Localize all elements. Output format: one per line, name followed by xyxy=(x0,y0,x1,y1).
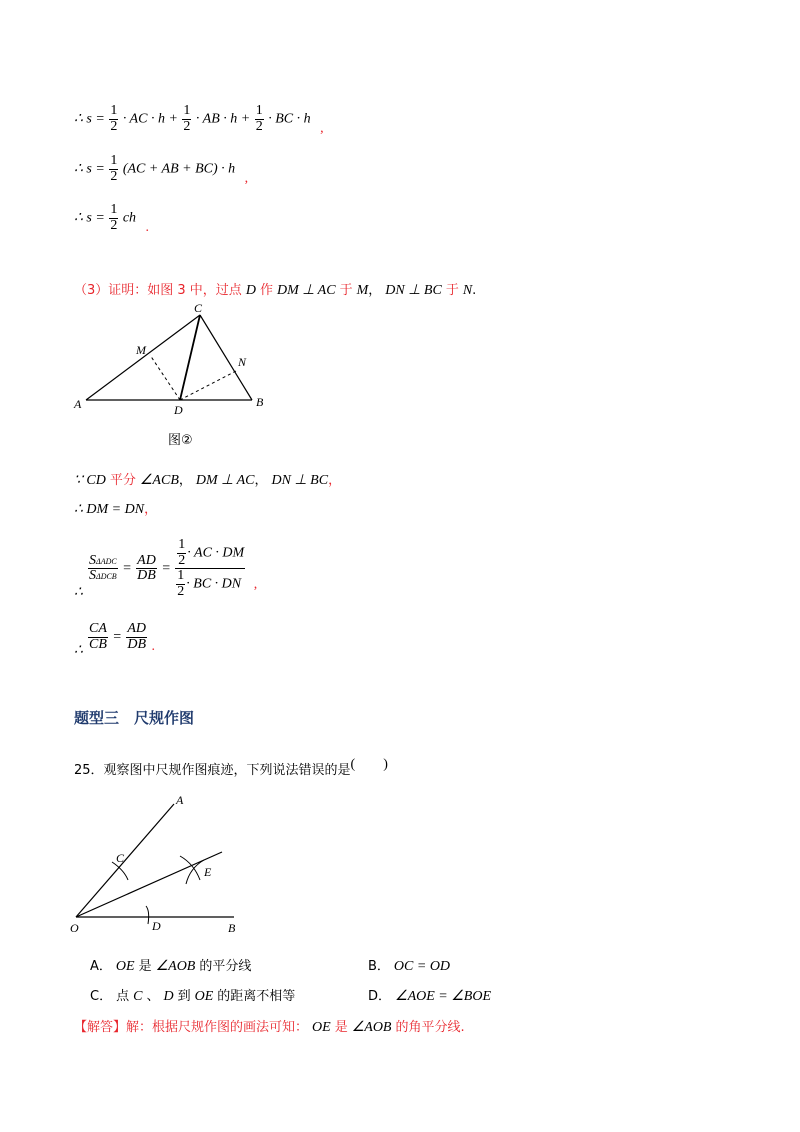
label-c: C xyxy=(116,851,125,865)
fraction-half: $\frac{1}{2}$ xyxy=(110,153,118,184)
fraction-half: $\frac{1}{2}$ xyxy=(183,103,191,134)
therefore-s: ∴ s = xyxy=(74,111,105,127)
derivation-line-2: ∴ s = $\frac{1}{2}$ (AC + AB + BC) · h , xyxy=(74,153,249,187)
derivation-line-1: ∴ s = $\frac{1}{2}$ · AC · h + $\frac{1}{2}$ · AB · h + $\frac{1}{2}$ · BC · h , xyxy=(74,103,324,137)
label-c: C xyxy=(194,301,203,315)
option-a[interactable]: A． OE 是 ∠AOB 的平分线 xyxy=(90,959,252,974)
fraction-ad-db: $\frac{AD}{DB}$ xyxy=(127,621,147,652)
figure-angle-bisector-construction xyxy=(62,790,252,940)
fraction-ad-db: $\frac{AD}{DB}$ xyxy=(137,552,156,584)
label-b: B xyxy=(256,395,264,409)
fraction-half: $\frac{1}{2}$ xyxy=(255,103,263,134)
fraction-compound: $\frac{1}{2}$ · AC · DM $\frac{1}{2}$ · BC · DN xyxy=(177,537,245,600)
section-title: 题型三 尺规作图 xyxy=(74,709,195,727)
label-a: A xyxy=(176,793,184,807)
label-e: E xyxy=(204,865,212,879)
arc-at-e-1 xyxy=(180,856,200,880)
question-stem: 25．观察图中尺规作图痕迹，下列说法错误的是( ) xyxy=(74,757,388,778)
ray-oe xyxy=(76,852,222,917)
label-b: B xyxy=(228,921,236,935)
fraction-area-ratio: $\frac{\text{SΔADC}}{\text{SΔDCB}}$ xyxy=(89,552,117,584)
ray-oa xyxy=(76,804,174,917)
step-bisector-given: ∵ CD 平分 ∠ACB， DM ⊥ AC， DN ⊥ BC， xyxy=(74,473,342,488)
label-m: M xyxy=(136,343,146,357)
answer-explanation: 【解答】解：根据尺规作图的画法可知： OE 是 ∠AOB 的角平分线. xyxy=(74,1020,465,1035)
label-o: O xyxy=(70,921,79,935)
step-conclusion: $\frac{CA}{CB}$ = $\frac{AD}{DB}$ . xyxy=(89,621,156,655)
arc-at-d xyxy=(146,906,149,924)
fraction-ca-cb: $\frac{CA}{CB}$ xyxy=(89,621,107,652)
label-a: A xyxy=(74,397,82,411)
fraction-half: $\frac{1}{2}$ xyxy=(110,103,118,134)
option-d[interactable]: D． ∠AOE = ∠BOE xyxy=(368,989,491,1004)
label-d: D xyxy=(174,403,183,417)
fraction-half: $\frac{1}{2}$ xyxy=(110,202,118,233)
option-b[interactable]: B． OC = OD xyxy=(368,959,451,974)
option-c[interactable]: C． 点 C 、 D 到 OE 的距离不相等 xyxy=(90,989,296,1004)
therefore-symbol: ∴ xyxy=(74,643,83,658)
segment-dm-dashed xyxy=(150,355,180,400)
label-n: N xyxy=(238,355,247,369)
segment-dn-dashed xyxy=(180,371,236,400)
figure-caption: 图② xyxy=(168,433,193,448)
figure-triangle-bisector xyxy=(60,300,280,450)
step-dm-equals-dn: ∴ DM = DN， xyxy=(74,502,158,517)
proof-3-intro: （3）证明：如图 3 中，过点 D 作 DM ⊥ AC 于 M， DN ⊥ BC 于 N. xyxy=(74,283,477,298)
therefore-symbol: ∴ xyxy=(74,585,83,600)
step-area-ratio: $\frac{\text{SΔADC}}{\text{SΔDCB}}$ = $\frac{AD}{DB}$ = $\frac{1}{2}$ · AC · DM $\frac{1}{2}$ · BC · DN , xyxy=(89,537,258,600)
derivation-line-3: ∴ s = $\frac{1}{2}$ ch . xyxy=(74,202,150,236)
label-d: D xyxy=(152,919,161,933)
